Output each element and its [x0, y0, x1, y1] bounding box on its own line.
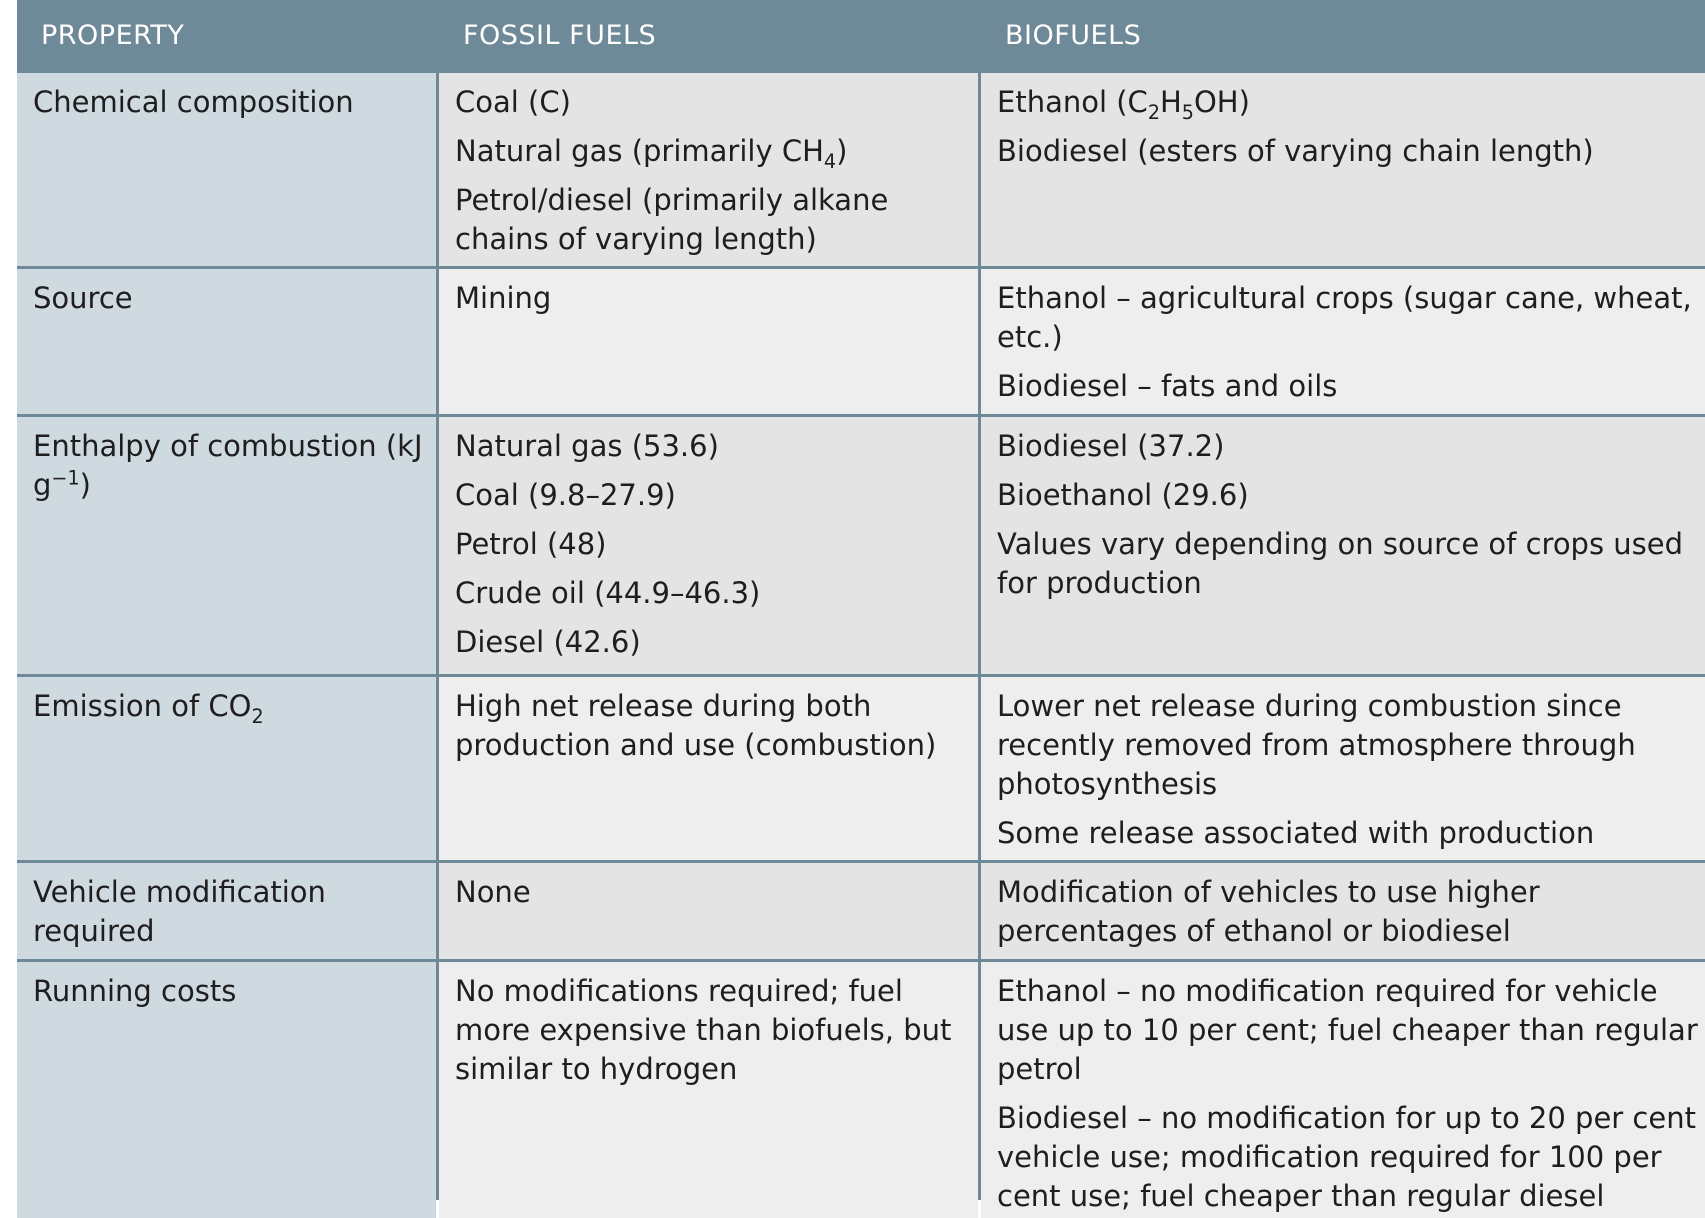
- biofuel-cell: [981, 269, 1705, 414]
- property-label: Running costs: [33, 974, 237, 1008]
- property-label: Enthalpy of combustion (kJ $g^{-1}$): [33, 429, 423, 502]
- property-cell: [17, 73, 436, 266]
- fossil-line: High net release during both production and use (combustion): [455, 689, 937, 762]
- biofuel-line: Biodiesel – fats and oils: [997, 369, 1338, 403]
- fossil-line: Natural gas (53.6): [455, 429, 719, 463]
- property-label: Chemical composition: [33, 85, 354, 119]
- biofuel-line: Ethanol $(C_2H_5OH)$: [997, 85, 1250, 124]
- fossil-line: No modifications required; fuel more expensive than biofuels, but similar to hydrogen: [455, 974, 952, 1086]
- property-label: Vehicle modification required: [33, 875, 326, 948]
- header-biofuels: BIOFUELS: [981, 0, 1705, 70]
- biofuel-cell: [981, 73, 1705, 266]
- biofuel-line: Ethanol – no modification required for vehicle use up to 10 per cent; fuel cheaper than regular petrol: [997, 974, 1698, 1086]
- fossil-line: Natural gas (primarily $CH_4$): [455, 134, 848, 173]
- fossil-line: Coal (9.8–27.9): [455, 478, 676, 512]
- biofuel-cell: [981, 417, 1705, 674]
- fossil-cell: [439, 962, 978, 1218]
- property-cell: [17, 863, 436, 959]
- biofuel-cell: [981, 962, 1705, 1218]
- fossil-line: Petrol (48): [455, 527, 607, 561]
- fossil-line: Petrol/diesel (primarily alkane chains of varying length): [455, 183, 889, 256]
- header-fossil-fuels: FOSSIL FUELS: [439, 0, 978, 70]
- fossil-cell: [439, 269, 978, 414]
- property-cell: [17, 962, 436, 1218]
- header-property: PROPERTY: [17, 0, 436, 70]
- biofuel-line: Biodiesel (esters of varying chain length): [997, 134, 1594, 168]
- property-label: Source: [33, 281, 133, 315]
- fossil-line: Mining: [455, 281, 552, 315]
- property-label: Emission of $CO_2$: [33, 689, 264, 728]
- fossil-line: Diesel (42.6): [455, 625, 641, 659]
- biofuel-line: Bioethanol (29.6): [997, 478, 1249, 512]
- property-cell: [17, 417, 436, 674]
- biofuel-line: Modification of vehicles to use higher percentages of ethanol or biodiesel: [997, 875, 1540, 948]
- biofuel-line: Some release associated with production: [997, 816, 1595, 850]
- fossil-cell: [439, 417, 978, 674]
- fossil-cell: [439, 677, 978, 860]
- fossil-line: Coal (C): [455, 85, 571, 119]
- biofuel-line: Biodiesel – no modification for up to 20 per cent vehicle use; modification required for 100 per cent use; fuel cheaper than regular diesel: [997, 1101, 1696, 1213]
- biofuel-cell: [981, 863, 1705, 959]
- comparison-table: [17, 0, 1705, 1213]
- fossil-line: Crude oil (44.9–46.3): [455, 576, 761, 610]
- property-cell: [17, 677, 436, 860]
- biofuel-line: Ethanol – agricultural crops (sugar cane, wheat, etc.): [997, 281, 1692, 354]
- biofuel-line: Lower net release during combustion since recently removed from atmosphere through photosynthesis: [997, 689, 1636, 801]
- biofuel-line: Values vary depending on source of crops used for production: [997, 527, 1684, 600]
- fossil-line: None: [455, 875, 531, 909]
- fossil-cell: [439, 863, 978, 959]
- property-cell: [17, 269, 436, 414]
- fossil-cell: [439, 73, 978, 266]
- biofuel-line: Biodiesel (37.2): [997, 429, 1225, 463]
- biofuel-cell: [981, 677, 1705, 860]
